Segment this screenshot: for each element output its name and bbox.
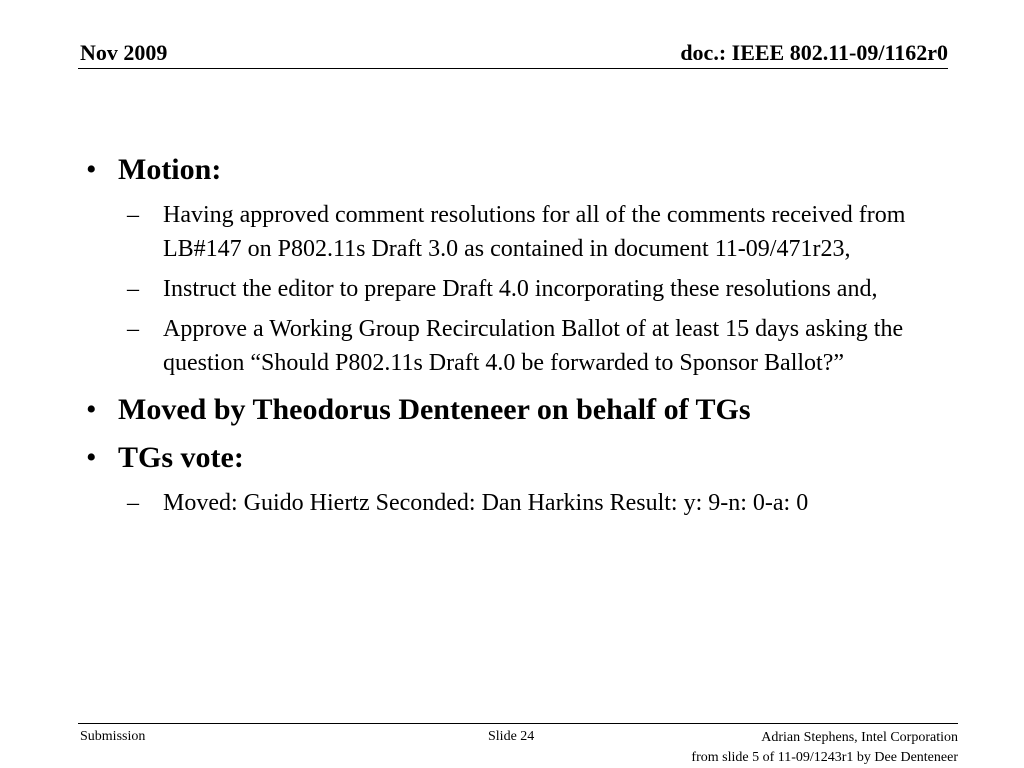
motion-item: [80, 198, 940, 266]
moved-by-text: Moved by Theodorus Denteneer on behalf of TGs: [118, 393, 751, 426]
bullet-motion: [80, 150, 940, 190]
header-date: Nov 2009: [80, 40, 168, 65]
footer-author-line1: Adrian Stephens, Intel Corporation: [761, 730, 958, 745]
bullet-glyph: •: [86, 441, 97, 474]
header-divider: [78, 68, 948, 69]
dash-glyph: –: [127, 276, 139, 302]
footer-slide-number: Slide 24: [488, 729, 535, 744]
motion-label: Motion:: [118, 153, 222, 186]
dash-glyph: –: [127, 316, 139, 342]
vote-item-text: Moved: Guido Hiertz Seconded: Dan Harkins Result: y: 9-n: 0-a: 0: [163, 490, 809, 516]
motion-item-text: Approve a Working Group Recirculation Ballot of at least 15 days asking the question “Should P802.11s Draft 4.0 be forwarded to Sponsor Ballot?”: [163, 316, 904, 376]
footer-author-line2: from slide 5 of 11-09/1243r1 by Dee Denteneer: [691, 750, 958, 765]
footer-author: [691, 728, 958, 768]
motion-item: [80, 272, 940, 306]
bullet-glyph: •: [86, 153, 97, 186]
bullet-glyph: •: [86, 393, 97, 426]
header-doc-id: doc.: IEEE 802.11-09/1162r0: [680, 40, 948, 65]
dash-glyph: –: [127, 202, 139, 228]
footer-submission: Submission: [80, 729, 146, 744]
vote-label: TGs vote:: [118, 441, 244, 474]
footer-divider: [78, 723, 958, 724]
bullet-vote: [80, 438, 940, 478]
slide-body: [80, 150, 940, 526]
motion-item: [80, 312, 940, 380]
vote-item: [80, 486, 940, 520]
bullet-moved-by: [80, 390, 940, 430]
motion-item-text: Having approved comment resolutions for all of the comments received from LB#147 on P802.11s Draft 3.0 as contained in document 11-09/471r23,: [163, 202, 906, 262]
motion-item-text: Instruct the editor to prepare Draft 4.0 incorporating these resolutions and,: [163, 276, 878, 302]
dash-glyph: –: [127, 490, 139, 516]
